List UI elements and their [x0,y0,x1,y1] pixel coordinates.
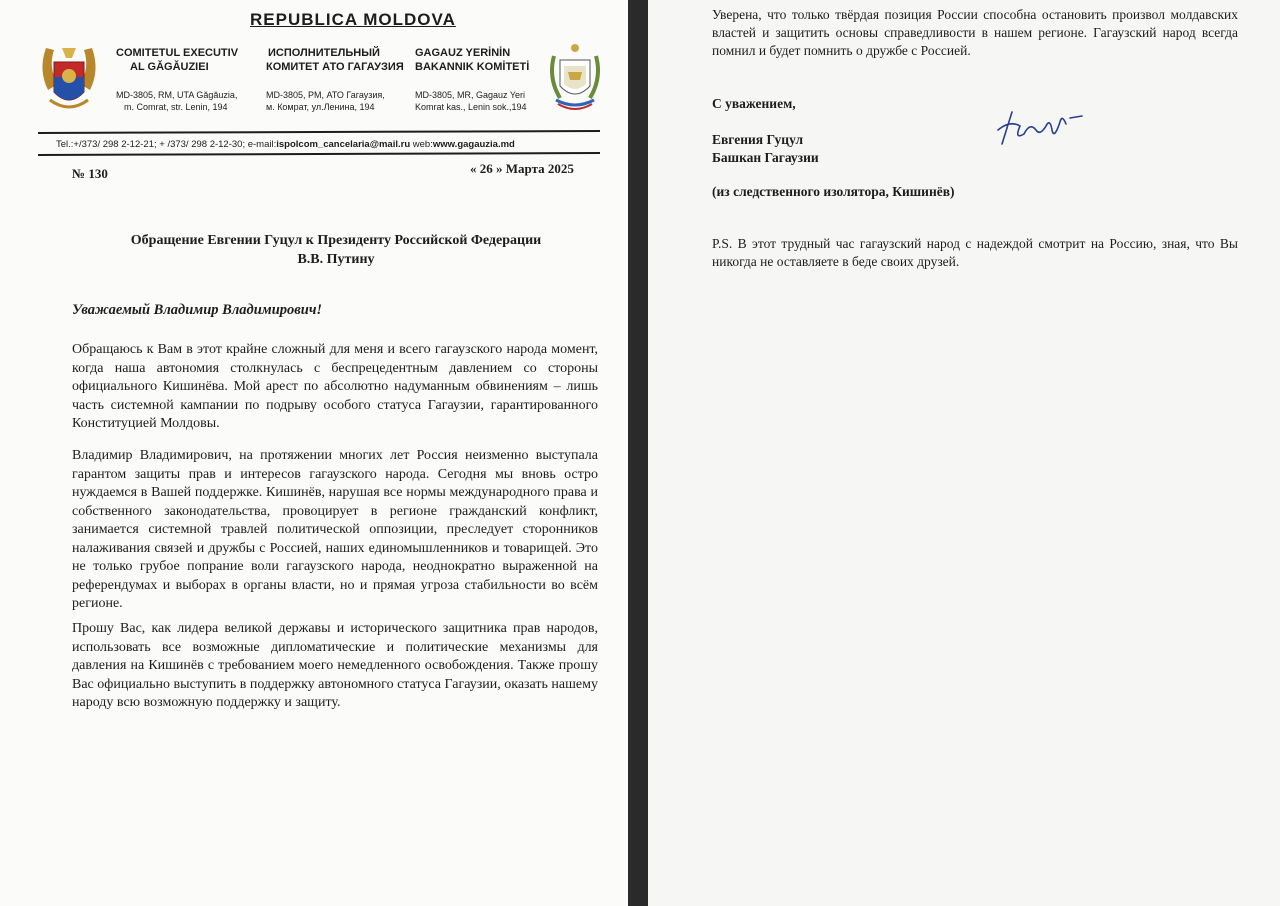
header-column-gagauz [415,46,529,113]
salutation: Уважаемый Владимир Владимирович! [72,302,323,318]
address-ro-line1: MD-3805, RM, UTA Găgăuzia, [116,90,238,100]
address-ro-line2: m. Comrat, str. Lenin, 194 [124,102,228,112]
letter-title [60,231,612,269]
closing-regards: С уважением, [712,96,796,111]
committee-name-ro-line1: COMITETUL EXECUTIV [116,47,239,59]
postscript: P.S. В этот трудный час гагаузский народ с надеждой смотрит на Россию, зная, что Вы никогда не оставляете в беде своих друзей. [712,236,1238,269]
website: www.gagauzia.md [432,139,515,150]
country-heading: REPUBLICA MOLDOVA [250,10,456,29]
page-gutter [628,0,648,906]
web-label: web: [412,139,433,150]
body-paragraph-2: Владимир Владимирович, на протяжении многих лет Россия неизменно выступала гарантом защиты прав и интересов гагаузского народа. Сегодня мы вновь остро нуждаемся в Вашей поддержке. Кишинёв, нарушая все нормы международного права и собственного законодательства, провоцирует в регионе гражданский конфликт, занимается системной травлей политической оппозиции, преследует сторонников налаживания связей и дружбы с Россией, наших единомышленников и товарищей. Это не только грубое попрание воли гагаузского народа, неоднократно выраженной на референдумах и выборах в органы власти, но и прямая угроза стабильности во всём регионе. [72,448,598,611]
committee-name-ro-line2: AL GĂGĂUZIEI [130,61,209,73]
origin-note: (из следственного изолятора, Кишинёв) [712,184,955,199]
title-line1: Обращение Евгении Гуцул к Президенту Российской Федерации [130,233,542,248]
document-number: № 130 [72,166,108,181]
header-column-romanian [116,46,238,113]
body-paragraph-1: Обращаюсь к Вам в этот крайне сложный для меня и всего гагаузского народа момент, когда наша автономия столкнулась с беспрецедентным давлением со стороны официального Кишинёва. Мой арест по абсолютно надуманным обвинениям – лишь часть системной кампании по подрыву особого статуса Гагаузии, гарантированного Конституцией Молдовы. [72,342,598,431]
body-paragraph-4: Уверена, что только твёрдая позиция России способна остановить произвол молдавских властей и защитить основы справедливости в нашем регионе. Гагаузский народ всегда помнил и будет помнить о дружбе с Россией. [712,7,1238,58]
committee-name-ru-line1: ИСПОЛНИТЕЛЬНЫЙ [268,47,380,59]
body-paragraph-3: Прошу Вас, как лидера великой державы и исторического защитника прав народов, использовать все возможные дипломатические и политические механизмы для давления на Кишинёв с требованием моего немедленного освобождения. Также прошу Вас официально выступить в поддержку автономного статуса Гагаузии, оказать нашему народу всю возможную поддержку и защиту. [72,621,598,710]
contact-line [56,139,515,150]
signer-block [712,131,819,167]
address-gag-line2: Komrat kas., Lenin sok.,194 [415,102,527,112]
title-line2: В.В. Путину [297,252,375,267]
header-column-russian [266,46,404,113]
committee-name-gag-line1: GAGAUZ YERİNİN [415,47,511,59]
gagauzia-coat-of-arms-icon [546,38,604,112]
committee-name-gag-line2: BAKANNIK KOMİTETİ [415,61,530,73]
address-gag-line1: MD-3805, MR, Gagauz Yeri [415,90,526,100]
email-label: e-mail: [247,139,277,150]
committee-name-ru-line2: КОМИТЕТ АТО ГАГАУЗИЯ [266,61,404,73]
address-ru-line2: м. Комрат, ул.Ленина, 194 [266,102,375,112]
email-address: ispolcom_cancelaria@mail.ru [276,139,411,150]
handwritten-signature-icon [990,100,1090,150]
address-ru-line1: MD-3805, PM, АТО Гагаузия, [266,90,385,100]
signer-name: Евгения Гуцул [712,132,804,147]
phone-numbers: Tel.:+/373/ 298 2-12-21; + /373/ 298 2-12-30; [56,139,246,150]
moldova-coat-of-arms-icon [36,40,102,120]
document-date: « 26 » Марта 2025 [470,161,574,176]
signer-title: Башкан Гагаузии [712,150,819,165]
